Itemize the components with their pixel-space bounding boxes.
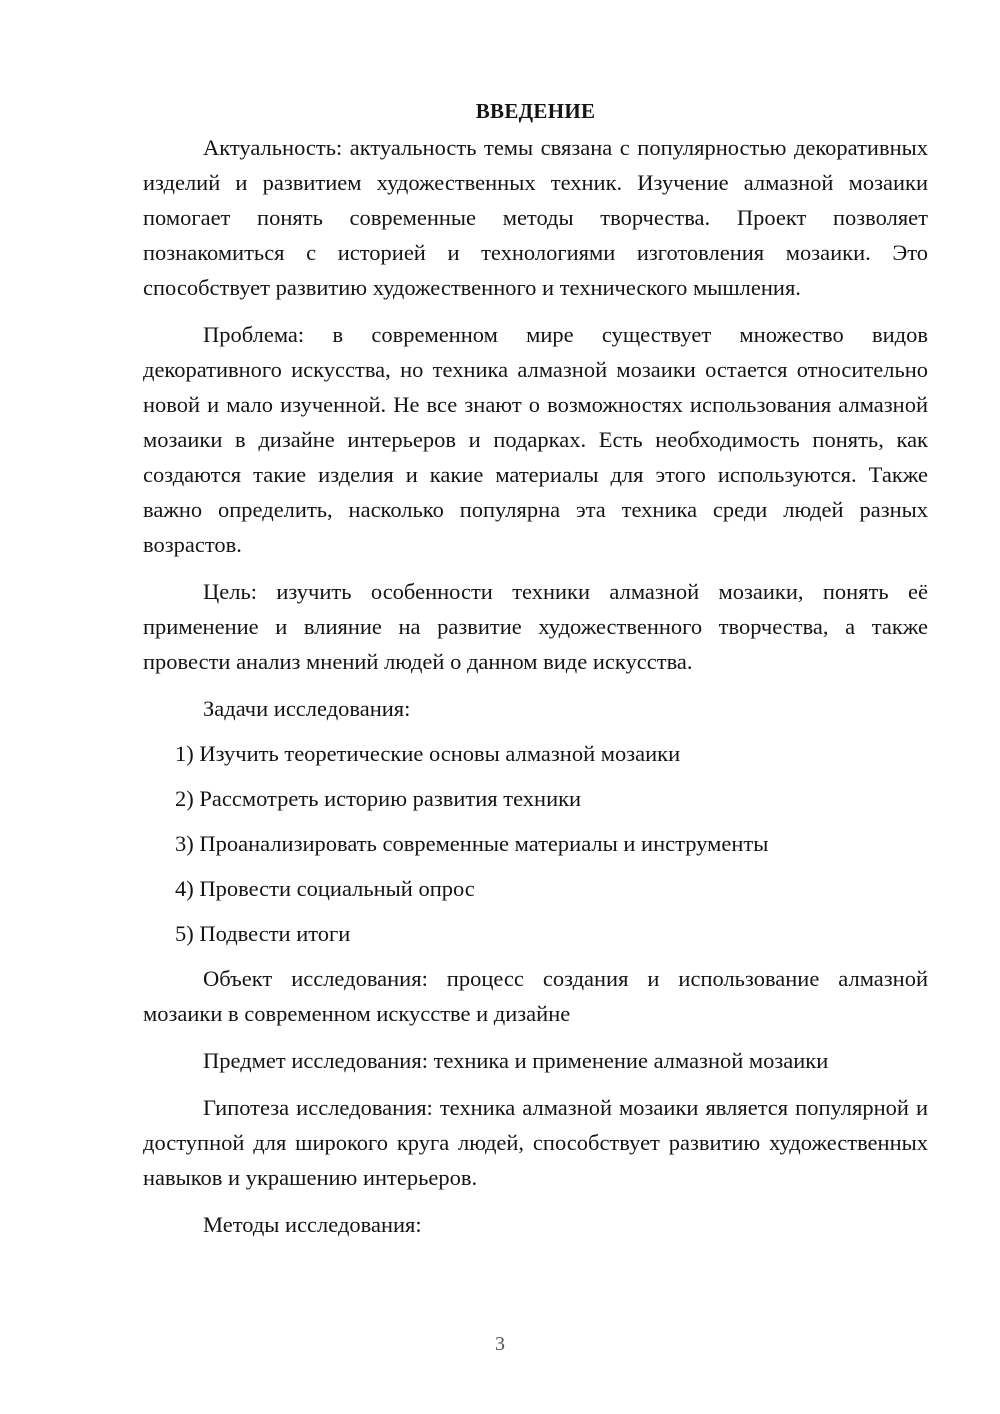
tasks-list xyxy=(143,736,928,951)
methods-title: Методы исследования: xyxy=(203,1212,422,1237)
hypothesis-paragraph: Гипотеза исследования: техника алмазной мозаики является популярной и доступной для широкого круга людей, способствует развитию художественных навыков и украшению интерьеров. xyxy=(143,1095,928,1190)
object-paragraph: Объект исследования: процесс создания и использование алмазной мозаики в современном искусстве и дизайне xyxy=(143,966,928,1026)
list-item: 1) Изучить теоретические основы алмазной мозаики xyxy=(175,741,681,766)
problem-paragraph: Проблема: в современном мире существует множество видов декоративного искусства, но техника алмазной мозаики остается относительно новой и мало изученной. Не все знают о возможностях использования алмазной мозаики в дизайне интерьеров и подарках. Есть необходимость понять, как создаются такие изделия и какие материалы для этого используются. Также важно определить, насколько популярна эта техника среди людей разных возрастов. xyxy=(143,322,928,557)
list-item: 3) Проанализировать современные материалы и инструменты xyxy=(175,831,769,856)
relevance-paragraph: Актуальность: актуальность темы связана с популярностью декоративных изделий и развитием художественных техник. Изучение алмазной мозаики помогает понять современные методы творчества. Проект позволяет познакомиться с историей и технологиями изготовления мозаики. Это способствует развитию художественного и технического мышления. xyxy=(143,135,928,300)
page-number: 3 xyxy=(495,1333,505,1355)
page-content xyxy=(143,94,928,1254)
list-item: 4) Провести социальный опрос xyxy=(175,876,475,901)
section-heading: ВВЕДЕНИЕ xyxy=(475,99,596,123)
goal-paragraph: Цель: изучить особенности техники алмазной мозаики, понять её применение и влияние на развитие художественного творчества, а также провести анализ мнений людей о данном виде искусства. xyxy=(143,579,928,674)
tasks-title: Задачи исследования: xyxy=(203,696,411,721)
subject-paragraph: Предмет исследования: техника и применение алмазной мозаики xyxy=(203,1048,829,1073)
list-item: 5) Подвести итоги xyxy=(175,921,351,946)
list-item: 2) Рассмотреть историю развития техники xyxy=(175,786,582,811)
